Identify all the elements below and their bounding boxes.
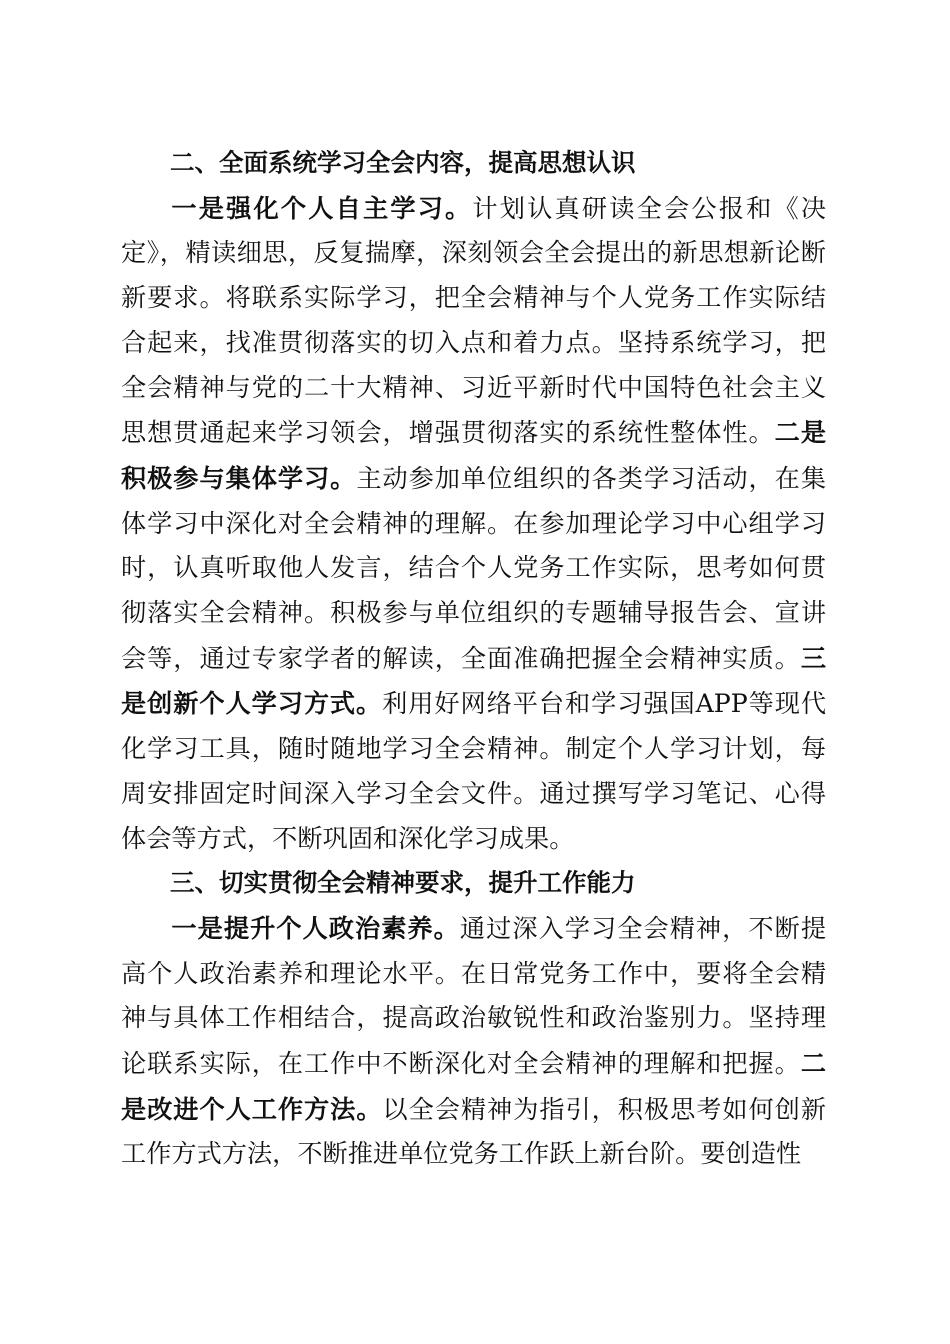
section-2-text-3: 利用好网络平台和学习强国APP等现代化学习工具，随时随地学习全会精神。制定个人学习计划，每周安排固定时间深入学习全会文件。通过撰写学习笔记、心得体会等方式，不断巩固和深化学习成果。	[121, 689, 827, 853]
section-3-text-1: 通过深入学习全会精神，不断提高个人政治素养和理论水平。在日常党务工作中，要将全会精神与具体工作相结合，提高政治敏锐性和政治鉴别力。坚持理论联系实际，在工作中不断深化对全会精神的理解和把握。	[121, 913, 827, 1079]
section-3-lead-2: 二是改进个人工作方法。	[121, 1048, 826, 1124]
section-2-text-2: 主动参加单位组织的各类学习活动，在集体学习中深化对全会精神的理解。在参加理论学习中心组学习时，认真听取他人发言，结合个人党务工作实际，思考如何贯彻落实全会精神。积极参与单位组织的专题辅导报告会、宣讲会等，通过专家学者的解读，全面准确把握全会精神实质。	[121, 463, 827, 673]
section-2-text-1: 计划认真研读全会公报和《决定》，精读细思，反复揣摩，深刻领会全会提出的新思想新论断新要求。将联系实际学习，把全会精神与个人党务工作实际结合起来，找准贯彻落实的切入点和着力点。坚持系统学习，把全会精神与党的二十大精神、习近平新时代中国特色社会主义思想贯通起来学习领会，增强贯彻落实的系统性整体性。	[121, 193, 827, 448]
section-3-paragraph	[121, 906, 826, 1177]
section-3-text-2: 以全会精神为指引，积极思考如何创新工作方式方法，不断推进单位党务工作跃上新台阶。要创造性	[121, 1094, 827, 1169]
section-2-lead-3: 三是创新个人学习方式。	[121, 642, 826, 719]
section-2-heading: 二、全面系统学习全会内容，提高思想认识	[170, 148, 636, 177]
section-2-lead-2: 二是积极参与集体学习。	[121, 417, 827, 493]
section-2-paragraph	[121, 186, 826, 862]
section-3-lead-1: 一是提升个人政治素养。	[171, 912, 460, 943]
document-body	[121, 141, 826, 1177]
section-2-lead-1: 一是强化个人自主学习。	[171, 192, 473, 223]
section-3-heading: 三、切实贯彻全会精神要求，提升工作能力	[170, 868, 636, 898]
